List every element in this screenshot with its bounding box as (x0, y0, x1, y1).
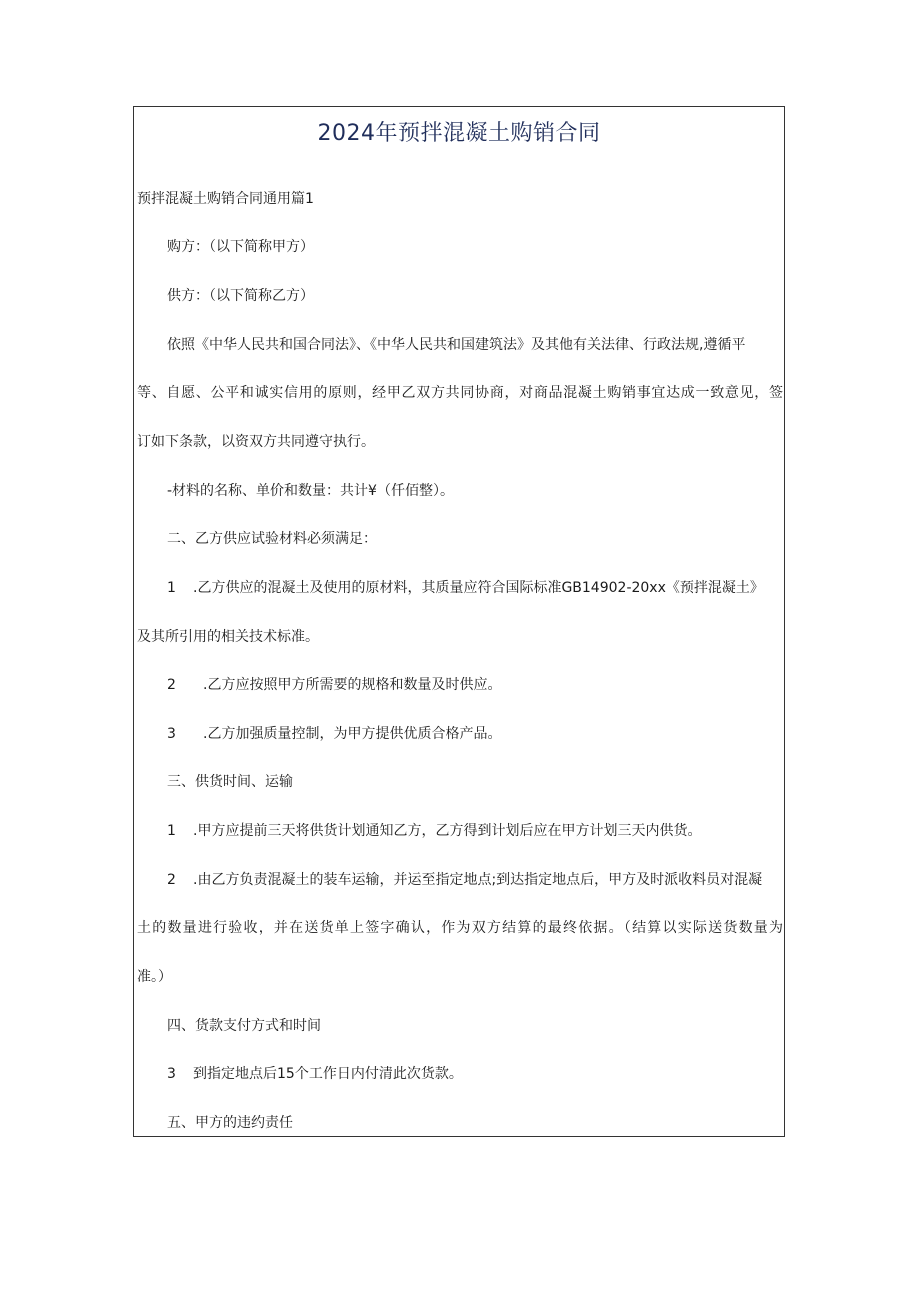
item-number: 1 (167, 823, 176, 839)
item-text: .乙方加强质量控制，为甲方提供优质合格产品。 (203, 726, 502, 742)
item-text: .乙方供应的混凝土及使用的原材料，其质量应符合国际标准GB14902-20xx《预拌混凝土》 (193, 580, 764, 596)
item-text: .由乙方负责混凝土的装车运输，并运至指定地点;到达指定地点后，甲方及时派收料员对混凝 (193, 872, 763, 888)
item-number: 3 (167, 726, 176, 742)
section-heading: 预拌混凝土购销合同通用篇1 (137, 191, 314, 207)
preamble-line-2: 等、自愿、公平和诚实信用的原则，经甲乙双方共同协商，对商品混凝土购销事宜达成一致意见，签 (137, 385, 783, 401)
item-text: .乙方应按照甲方所需要的规格和数量及时供应。 (203, 677, 502, 693)
section-2-item-1-cont: 及其所引用的相关技术标准。 (137, 629, 319, 645)
section-2-item-1 (167, 578, 764, 598)
section-3-heading: 三、供货时间、运输 (167, 774, 293, 790)
section-2-item-3 (167, 724, 501, 744)
supplier-line: 供方：（以下简称乙方） (167, 288, 314, 304)
section-3-item-2 (167, 870, 762, 890)
section-3-item-2-cont-2: 准。） (137, 969, 172, 985)
preamble-line-1: 依照《中华人民共和国合同法》、《中华人民共和国建筑法》及其他有关法律、行政法规,遵循平 (167, 337, 746, 353)
document-title: 2024年预拌混凝土购销合同 (317, 121, 601, 146)
section-3-item-2-cont-1: 土的数量进行验收，并在送货单上签字确认，作为双方结算的最终依据。（结算以实际送货数量为 (137, 920, 783, 936)
preamble-line-3: 订如下条款，以资双方共同遵守执行。 (137, 434, 375, 450)
document-frame (133, 106, 785, 1137)
item-number: 2 (167, 872, 176, 888)
materials-item: -材料的名称、单价和数量：共计¥（仟佰整）。 (167, 483, 454, 499)
buyer-line: 购方：（以下简称甲方） (167, 239, 314, 255)
section-2-heading: 二、乙方供应试验材料必须满足： (167, 531, 377, 547)
section-4-item-3 (167, 1064, 463, 1084)
item-number: 1 (167, 580, 176, 596)
section-3-item-1 (167, 821, 701, 841)
section-5-heading: 五、甲方的违约责任 (167, 1115, 293, 1131)
section-4-heading: 四、货款支付方式和时间 (167, 1018, 321, 1034)
item-number: 2 (167, 677, 176, 693)
item-text: .甲方应提前三天将供货计划通知乙方，乙方得到计划后应在甲方计划三天内供货。 (193, 823, 702, 839)
section-2-item-2 (167, 675, 501, 695)
item-text: 到指定地点后15个工作日内付清此次货款。 (193, 1066, 463, 1082)
item-number: 3 (167, 1066, 176, 1082)
